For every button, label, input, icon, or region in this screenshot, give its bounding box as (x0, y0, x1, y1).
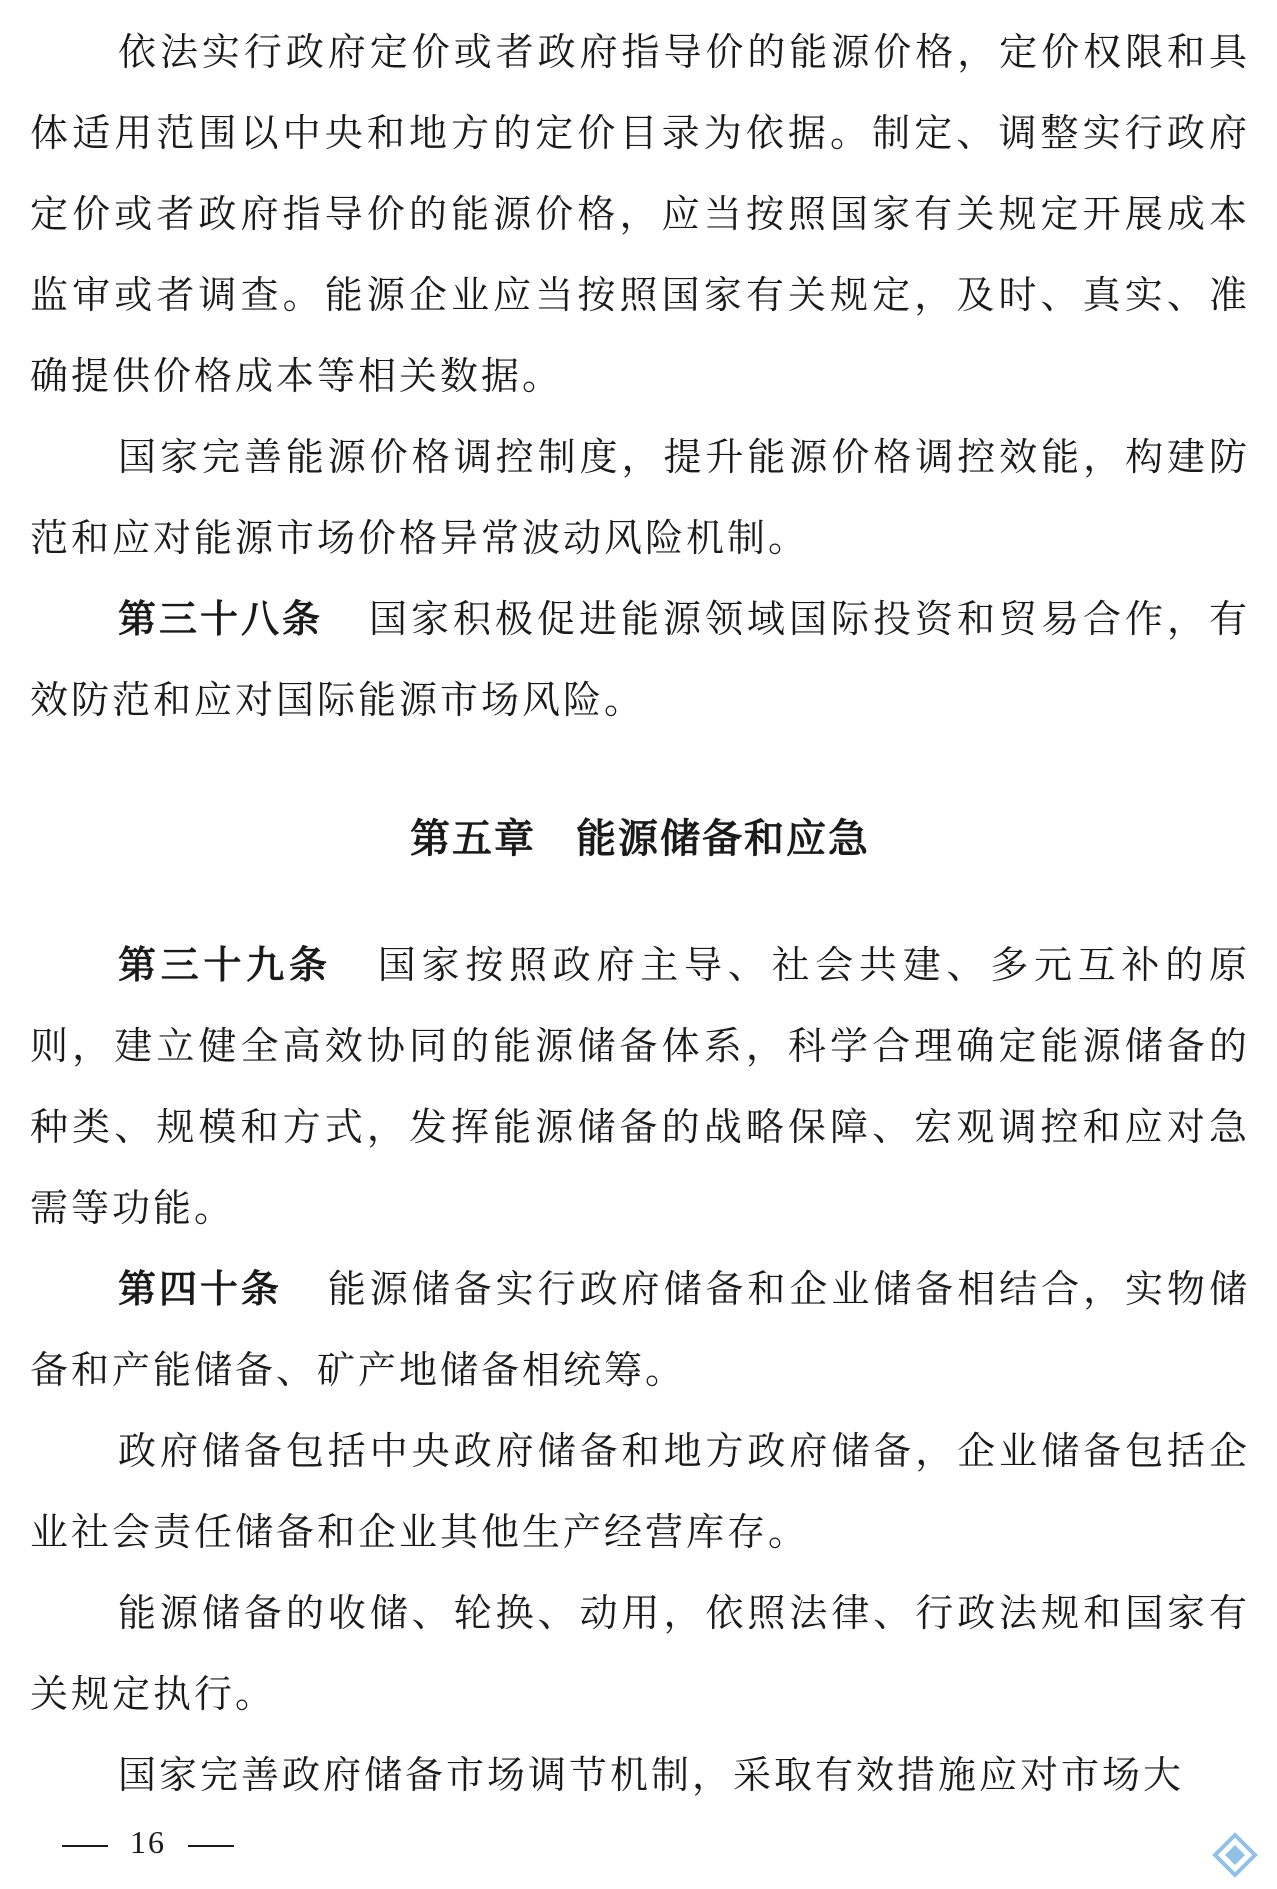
paragraph-market-mechanism: 国家完善政府储备市场调节机制，采取有效措施应对市场大 (118, 1753, 1185, 1797)
page-number (40, 1824, 256, 1861)
chapter-number: 第五章 (410, 816, 536, 862)
paragraph-reserve-operations: 能源储备的收储、轮换、动用，依照法律、行政法规和国家有关规定执行。 (30, 1591, 1250, 1716)
document-page (30, 12, 1250, 1816)
chapter-heading (30, 799, 1250, 880)
article-38-label: 第三十八条 (118, 597, 323, 641)
page-number-dash-right (188, 1845, 234, 1847)
paragraph-reserve-types: 政府储备包括中央政府储备和地方政府储备，企业储备包括企业社会责任储备和企业其他生产经营库存。 (30, 1429, 1250, 1554)
site-logo-icon (1211, 1831, 1259, 1879)
article-40-label: 第四十条 (118, 1267, 282, 1311)
page-number-dash-left (62, 1845, 108, 1847)
article-38 (30, 579, 1250, 741)
page-number-value: 16 (130, 1824, 166, 1860)
paragraph-pricing: 依法实行政府定价或者政府指导价的能源价格，定价权限和具体适用范围以中央和地方的定价目录为依据。制定、调整实行政府定价或者政府指导价的能源价格，应当按照国家有关规定开展成本监审或者调查。能源企业应当按照国家有关规定，及时、真实、准确提供价格成本等相关数据。 (30, 30, 1250, 398)
article-39-text: 国家按照政府主导、社会共建、多元互补的原则，建立健全高效协同的能源储备体系，科学合理确定能源储备的种类、规模和方式，发挥能源储备的战略保障、宏观调控和应对急需等功能。 (30, 943, 1250, 1230)
article-38-text: 国家积极促进能源领域国际投资和贸易合作，有效防范和应对国际能源市场风险。 (30, 597, 1250, 722)
article-39-label: 第三十九条 (118, 943, 332, 987)
paragraph-price-regulation: 国家完善能源价格调控制度，提升能源价格调控效能，构建防范和应对能源市场价格异常波动风险机制。 (30, 435, 1250, 560)
article-39 (30, 925, 1250, 1249)
chapter-title: 能源储备和应急 (576, 816, 870, 862)
article-40-text: 能源储备实行政府储备和企业储备相结合，实物储备和产能储备、矿产地储备相统筹。 (30, 1267, 1250, 1392)
article-40 (30, 1249, 1250, 1411)
